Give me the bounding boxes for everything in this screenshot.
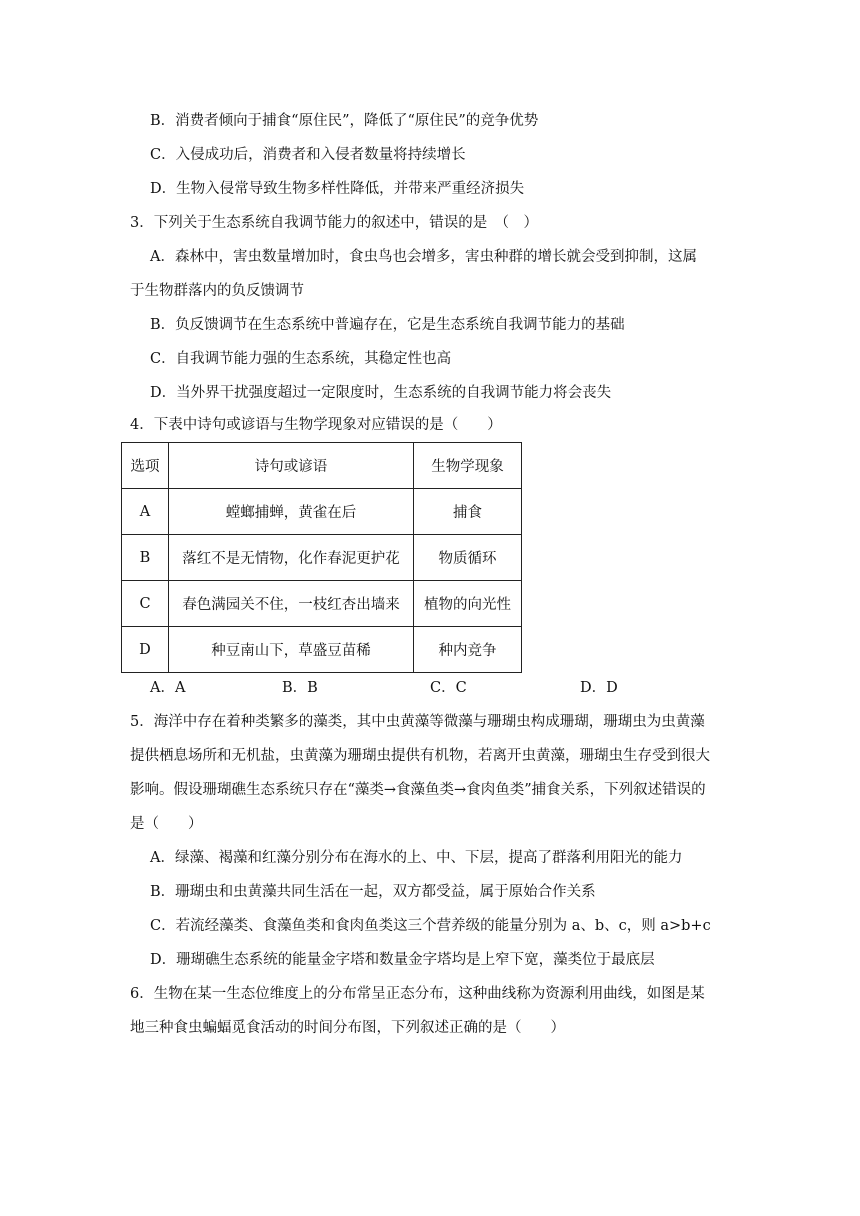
table-row [122, 581, 522, 627]
row-option: C [122, 581, 169, 627]
q4-choice-b: B．B [282, 680, 318, 696]
q6-stem-line2: 地三种食虫蝙蝠觅食活动的时间分布图，下列叙述正确的是（ ） [130, 1020, 565, 1036]
q2-option-b: B．消费者倾向于捕食“原住民”，降低了“原住民”的竞争优势 [150, 113, 539, 129]
header-option: 选项 [122, 443, 169, 489]
table-header-row [122, 443, 522, 489]
q3-option-a-line2: 于生物群落内的负反馈调节 [130, 283, 304, 299]
q5-option-d: D．珊瑚礁生态系统的能量金字塔和数量金字塔均是上窄下宽，藻类位于最底层 [150, 952, 655, 968]
q3-option-b: B．负反馈调节在生态系统中普遍存在，它是生态系统自我调节能力的基础 [150, 317, 625, 333]
row-phenomenon: 物质循环 [414, 535, 522, 581]
row-poem: 种豆南山下，草盛豆苗稀 [169, 627, 414, 673]
row-poem: 春色满园关不住，一枝红杏出墙来 [169, 581, 414, 627]
poem-table [121, 442, 522, 673]
q6-stem-line1: 6．生物在某一生态位维度上的分布常呈正态分布，这种曲线称为资源利用曲线，如图是某 [130, 986, 705, 1002]
row-poem: 螳螂捕蝉，黄雀在后 [169, 489, 414, 535]
header-phenomenon: 生物学现象 [414, 443, 522, 489]
q3-option-c: C．自我调节能力强的生态系统，其稳定性也高 [150, 351, 452, 367]
row-option: D [122, 627, 169, 673]
row-phenomenon: 种内竞争 [414, 627, 522, 673]
row-poem: 落红不是无情物，化作春泥更护花 [169, 535, 414, 581]
header-poem: 诗句或谚语 [169, 443, 414, 489]
q5-stem-line4: 是（ ） [130, 816, 203, 832]
q5-option-a: A．绿藻、褐藻和红藻分别分布在海水的上、中、下层，提高了群落利用阳光的能力 [150, 850, 683, 866]
q4-choice-a: A．A [150, 680, 186, 696]
q5-stem-line2: 提供栖息场所和无机盐，虫黄藻为珊瑚虫提供有机物，若离开虫黄藻，珊瑚虫生存受到很大 [130, 748, 710, 764]
q5-option-b: B．珊瑚虫和虫黄藻共同生活在一起，双方都受益，属于原始合作关系 [150, 884, 596, 900]
q4-choice-d: D．D [580, 680, 618, 696]
row-option: B [122, 535, 169, 581]
table-row [122, 535, 522, 581]
q4-choice-c: C．C [430, 680, 467, 696]
table-row [122, 627, 522, 673]
row-option: A [122, 489, 169, 535]
q2-option-d: D．生物入侵常导致生物多样性降低，并带来严重经济损失 [150, 181, 525, 197]
q5-stem-line3: 影响。假设珊瑚礁生态系统只存在“藻类→食藻鱼类→食肉鱼类”捕食关系，下列叙述错误的 [130, 782, 706, 798]
q4-stem: 4．下表中诗句或谚语与生物学现象对应错误的是（ ） [130, 417, 502, 433]
row-phenomenon: 植物的向光性 [414, 581, 522, 627]
table-row [122, 489, 522, 535]
q3-option-a-line1: A．森林中，害虫数量增加时，食虫鸟也会增多，害虫种群的增长就会受到抑制，这属 [150, 249, 697, 265]
q3-stem: 3．下列关于生态系统自我调节能力的叙述中，错误的是 （ ） [130, 215, 538, 231]
q5-stem-line1: 5．海洋中存在着种类繁多的藻类，其中虫黄藻等微藻与珊瑚虫构成珊瑚，珊瑚虫为虫黄藻 [130, 714, 705, 730]
q2-option-c: C．入侵成功后，消费者和入侵者数量将持续增长 [150, 147, 466, 163]
q3-option-d: D．当外界干扰强度超过一定限度时，生态系统的自我调节能力将会丧失 [150, 385, 612, 401]
row-phenomenon: 捕食 [414, 489, 522, 535]
q5-option-c: C．若流经藻类、食藻鱼类和食肉鱼类这三个营养级的能量分别为 a、b、c，则 a>b+c [150, 918, 711, 934]
